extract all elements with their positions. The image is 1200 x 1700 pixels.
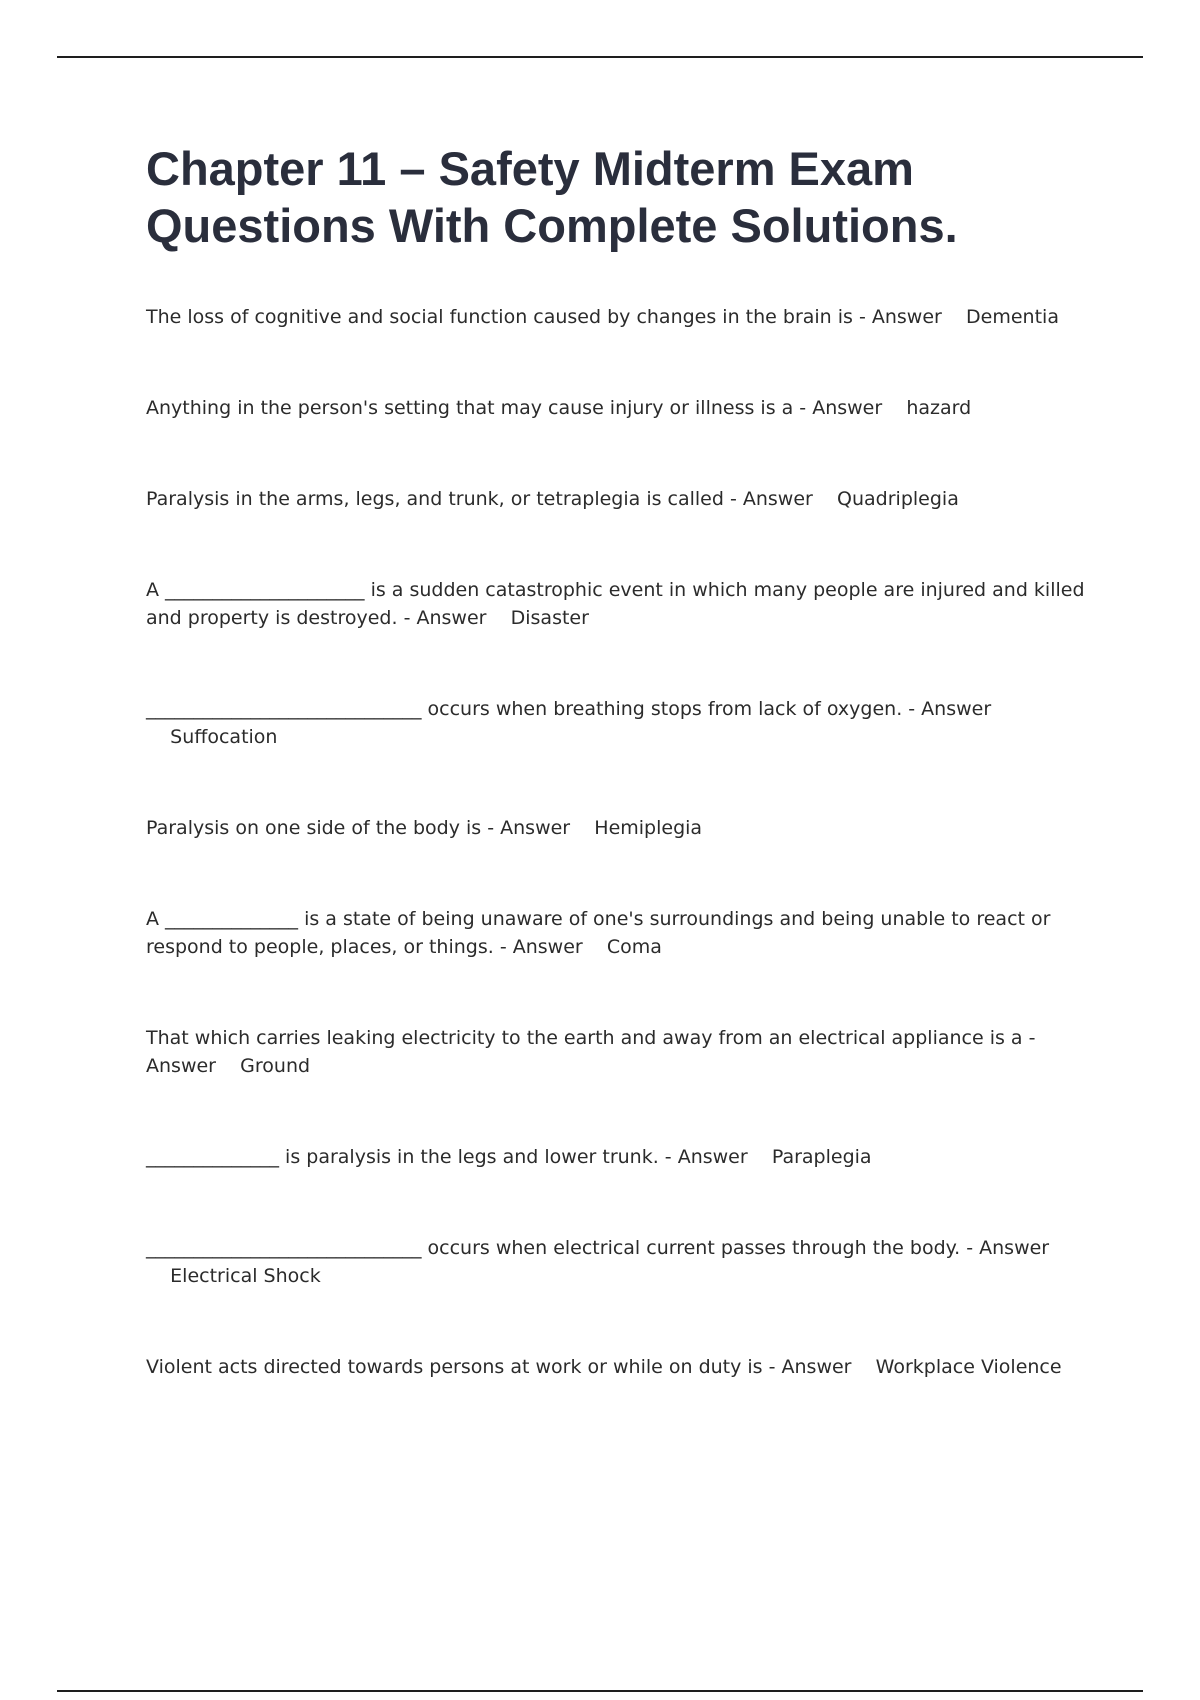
qa-item (146, 695, 1096, 751)
question-text: A _____________________ is a sudden catastrophic event in which many people are injured and killed and property is destroyed. - Answer (146, 579, 1085, 629)
question-text: Paralysis in the arms, legs, and trunk, or tetraplegia is called - Answer (146, 488, 813, 510)
qa-item (146, 905, 1096, 961)
qa-item (146, 1143, 1096, 1171)
question-text: Paralysis on one side of the body is - Answer (146, 817, 571, 839)
answer-text: Hemiplegia (594, 817, 703, 839)
answer-text: Coma (606, 936, 662, 958)
answer-text: Disaster (510, 607, 589, 629)
question-text: _____________________________ occurs when electrical current passes through the body. - Answer (146, 1237, 1050, 1259)
document-body (146, 140, 1096, 1381)
qa-item (146, 485, 1096, 513)
top-rule (57, 56, 1143, 58)
answer-text: Ground (240, 1055, 311, 1077)
answer-text: Electrical Shock (170, 1265, 321, 1287)
answer-text: Workplace Violence (875, 1356, 1062, 1378)
qa-item (146, 394, 1096, 422)
bottom-rule (57, 1690, 1143, 1692)
qa-item (146, 814, 1096, 842)
qa-item (146, 1024, 1096, 1080)
answer-text: Quadriplegia (837, 488, 959, 510)
question-text: Anything in the person's setting that may cause injury or illness is a - Answer (146, 397, 883, 419)
question-list (146, 303, 1096, 1381)
qa-item (146, 576, 1096, 632)
question-text: A ______________ is a state of being unaware of one's surroundings and being unable to react or respond to people, places, or things. - Answer (146, 908, 1051, 958)
question-text: _____________________________ occurs when breathing stops from lack of oxygen. - Answer (146, 698, 992, 720)
qa-item (146, 303, 1096, 331)
question-text: That which carries leaking electricity to the earth and away from an electrical appliance is a - Answer (146, 1027, 1036, 1077)
qa-item (146, 1353, 1096, 1381)
document-title: Chapter 11 – Safety Midterm Exam Questions With Complete Solutions. (146, 142, 958, 252)
qa-item (146, 1234, 1096, 1290)
answer-text: Paraplegia (771, 1146, 872, 1168)
question-text: Violent acts directed towards persons at work or while on duty is - Answer (146, 1356, 852, 1378)
answer-text: hazard (906, 397, 972, 419)
question-text: The loss of cognitive and social function caused by changes in the brain is - Answer (146, 306, 942, 328)
answer-text: Suffocation (170, 726, 278, 748)
question-text: ______________ is paralysis in the legs and lower trunk. - Answer (146, 1146, 748, 1168)
answer-text: Dementia (966, 306, 1059, 328)
